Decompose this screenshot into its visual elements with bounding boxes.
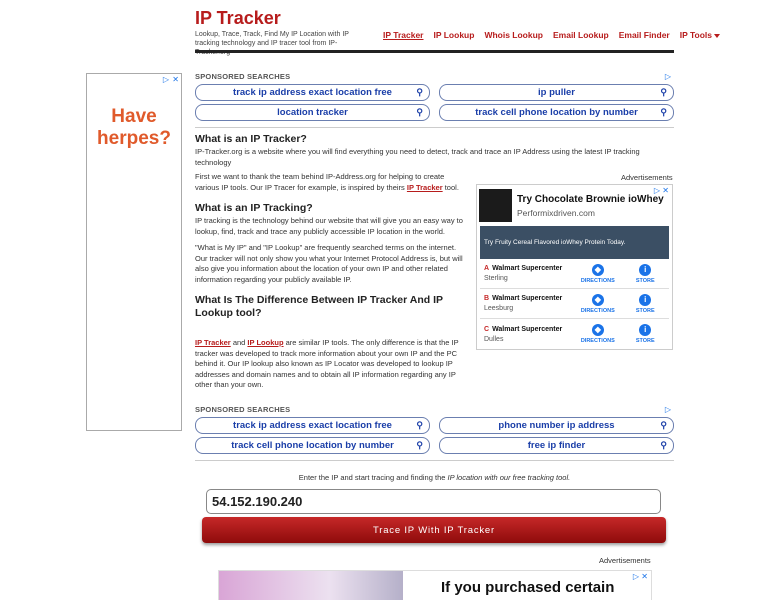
- sponsored-search-item[interactable]: [195, 417, 430, 434]
- directions-label: DIRECTIONS: [580, 277, 615, 284]
- ad-banner[interactable]: Try Fruity Cereal Flavored ioWhey Protein Today.: [480, 226, 669, 259]
- paragraph: "What is My IP" and "IP Lookup" are frequently searched terms on the internet. Our tracker will not only show you what your Internet Protocol Address is, but will also give you information about the location of your own IP and other related information regarding your publicly available IP.: [195, 243, 463, 284]
- search-icon: ⚲: [416, 107, 423, 117]
- store-label: STORE: [635, 307, 655, 314]
- sponsored-label: SPONSORED SEARCHES: [195, 72, 291, 81]
- directions-icon: ◆: [592, 264, 604, 276]
- divider: [195, 127, 674, 128]
- heading-difference: What Is The Difference Between IP Tracker And IP Lookup tool?: [195, 294, 443, 319]
- hint-emphasis: IP location: [447, 473, 483, 482]
- store-name: Walmart Supercenter: [492, 265, 563, 272]
- sponsored-search-label: ip puller: [538, 87, 575, 98]
- paragraph: IP-Tracker.org is a website where you will find everything you need to detect, track and trace an IP Address using the latest IP tracking technology: [195, 147, 640, 167]
- left-ad-text: Have herpes?: [97, 106, 171, 149]
- directions-button[interactable]: [574, 294, 621, 314]
- sponsored-search-label: track ip address exact location free: [233, 420, 392, 431]
- store-name: Walmart Supercenter: [492, 325, 563, 333]
- article-body: [195, 172, 463, 321]
- search-icon: ⚲: [416, 87, 423, 97]
- directions-button[interactable]: [574, 264, 621, 284]
- store-location: Sterling: [484, 275, 508, 282]
- right-ad[interactable]: [476, 184, 673, 350]
- sponsored-search-item[interactable]: [195, 104, 430, 121]
- search-icon: ⚲: [660, 87, 667, 97]
- sponsored-search-label: track cell phone location by number: [231, 440, 394, 451]
- paragraph-text: and: [230, 338, 248, 347]
- ad-image: [219, 571, 403, 600]
- paragraph: IP tracking is the technology behind our website that will give you an easy way to lookup, find, track and trace any publicly accessible IP location in the world.: [195, 216, 463, 236]
- store-row: [480, 259, 669, 289]
- search-icon: ⚲: [416, 420, 423, 430]
- divider: [195, 460, 674, 461]
- sponsored-search-label: location tracker: [277, 107, 348, 118]
- ad-info-icon[interactable]: ▷: [664, 405, 671, 414]
- nav-ip-tracker[interactable]: IP Tracker: [383, 30, 424, 40]
- sponsored-label: SPONSORED SEARCHES: [195, 405, 291, 414]
- caret-down-icon: [714, 34, 720, 38]
- store-row: [480, 289, 669, 319]
- store-location: Dulles: [484, 335, 504, 343]
- hint-text: Enter the IP and start tracing and finding the: [298, 473, 448, 482]
- store-letter: A: [484, 265, 490, 272]
- bottom-ad-text: If you purchased certain: [441, 579, 615, 596]
- bottom-ad[interactable]: [218, 570, 652, 600]
- site-tagline: Lookup, Trace, Track, Find My IP Location with IP tracking technology and IP tracer tool from IP-: [195, 31, 349, 47]
- ad-info-icon[interactable]: ▷: [664, 72, 671, 81]
- ad-domain: Performixdriven.com: [517, 207, 595, 218]
- nav-email-finder[interactable]: Email Finder: [618, 30, 670, 40]
- store-location: Leesburg: [484, 305, 514, 312]
- ip-tracker-link[interactable]: IP Tracker: [406, 182, 443, 192]
- store-letter: B: [484, 295, 490, 302]
- sponsored-search-label: free ip finder: [527, 440, 586, 451]
- sponsored-search-item[interactable]: [439, 417, 674, 434]
- sponsored-searches-top: [195, 72, 674, 128]
- left-ad[interactable]: [86, 73, 182, 431]
- directions-label: DIRECTIONS: [580, 338, 615, 344]
- close-icon[interactable]: ▷ ✕: [632, 572, 648, 581]
- ad-header: [477, 185, 672, 222]
- directions-icon: ◆: [592, 324, 604, 336]
- nav-whois-lookup[interactable]: Whois Lookup: [484, 30, 543, 40]
- header-divider: [195, 50, 674, 53]
- ad-label: Advertisements: [621, 173, 673, 182]
- nav-email-lookup[interactable]: Email Lookup: [552, 30, 609, 40]
- paragraph-text: tool.: [442, 182, 459, 192]
- ip-tracker-link[interactable]: IP Tracker: [195, 338, 231, 347]
- store-label: STORE: [635, 277, 655, 284]
- ad-thumbnail: [479, 189, 512, 222]
- close-icon[interactable]: ▷ ✕: [653, 186, 669, 195]
- sponsored-search-label: phone number ip address: [498, 420, 615, 431]
- nav-ip-lookup[interactable]: IP Lookup: [433, 30, 475, 40]
- sponsored-searches-bottom: [195, 405, 674, 461]
- sponsored-search-item[interactable]: [195, 437, 430, 454]
- trace-ip-button[interactable]: Trace IP With IP Tracker: [202, 517, 666, 543]
- store-button[interactable]: [622, 324, 669, 344]
- sponsored-search-item[interactable]: [439, 104, 674, 121]
- paragraph: [195, 172, 463, 193]
- store-letter: C: [484, 325, 490, 333]
- ad-label: Advertisements: [599, 556, 651, 565]
- heading-what-is-ip-tracker: What is an IP Tracker?: [195, 133, 307, 145]
- ip-lookup-link[interactable]: IP Lookup: [247, 338, 284, 347]
- sponsored-search-item[interactable]: [439, 84, 674, 101]
- ad-title[interactable]: Try Chocolate Brownie ioWhey: [517, 193, 664, 205]
- store-row: [480, 319, 669, 349]
- close-icon[interactable]: ✕: [172, 75, 179, 84]
- paragraph-text: First we want to thank the team behind IP-Address.org for helping to create various IP tools. Our IP Tracer for example, is inspired by theirs: [195, 172, 445, 192]
- info-icon: i: [639, 294, 651, 306]
- search-icon: ⚲: [660, 420, 667, 430]
- info-icon: i: [639, 264, 651, 276]
- site-logo[interactable]: IP Tracker: [195, 8, 281, 28]
- store-button[interactable]: [622, 294, 669, 314]
- sponsored-search-item[interactable]: [439, 437, 674, 454]
- info-icon: i: [639, 324, 651, 336]
- trace-hint: [195, 473, 674, 482]
- directions-button[interactable]: [574, 324, 621, 344]
- sponsored-search-label: track ip address exact location free: [233, 87, 392, 98]
- store-name: Walmart Supercenter: [492, 295, 563, 302]
- search-icon: ⚲: [660, 107, 667, 117]
- directions-label: DIRECTIONS: [580, 307, 615, 314]
- paragraph-text: are similar IP tools. The only difference is that the IP tracker was developed to track more information about your own IP and the PC behind it. Our IP lookup also known as IP Locator was developed to lookup IP addresses and domain names and to obtain all IP information regarding any IP other than your own.: [195, 338, 459, 389]
- nav-ip-tools[interactable]: [675, 30, 725, 40]
- directions-icon: ◆: [592, 294, 604, 306]
- store-label: STORE: [635, 338, 655, 344]
- ip-input[interactable]: [206, 489, 661, 514]
- search-icon: ⚲: [416, 440, 423, 450]
- ad-info-icon[interactable]: ▷: [162, 75, 169, 84]
- search-icon: ⚲: [660, 440, 667, 450]
- nav-ip-tools-label: IP Tools: [679, 30, 713, 40]
- store-button[interactable]: [622, 264, 669, 284]
- sponsored-search-label: track cell phone location by number: [475, 107, 638, 118]
- heading-what-is-ip-tracking: What is an IP Tracking?: [195, 202, 313, 214]
- sponsored-search-item[interactable]: [195, 84, 430, 101]
- article-intro: [195, 133, 674, 168]
- main-nav: [378, 30, 725, 40]
- hint-text: with our free tracking tool.: [482, 473, 571, 482]
